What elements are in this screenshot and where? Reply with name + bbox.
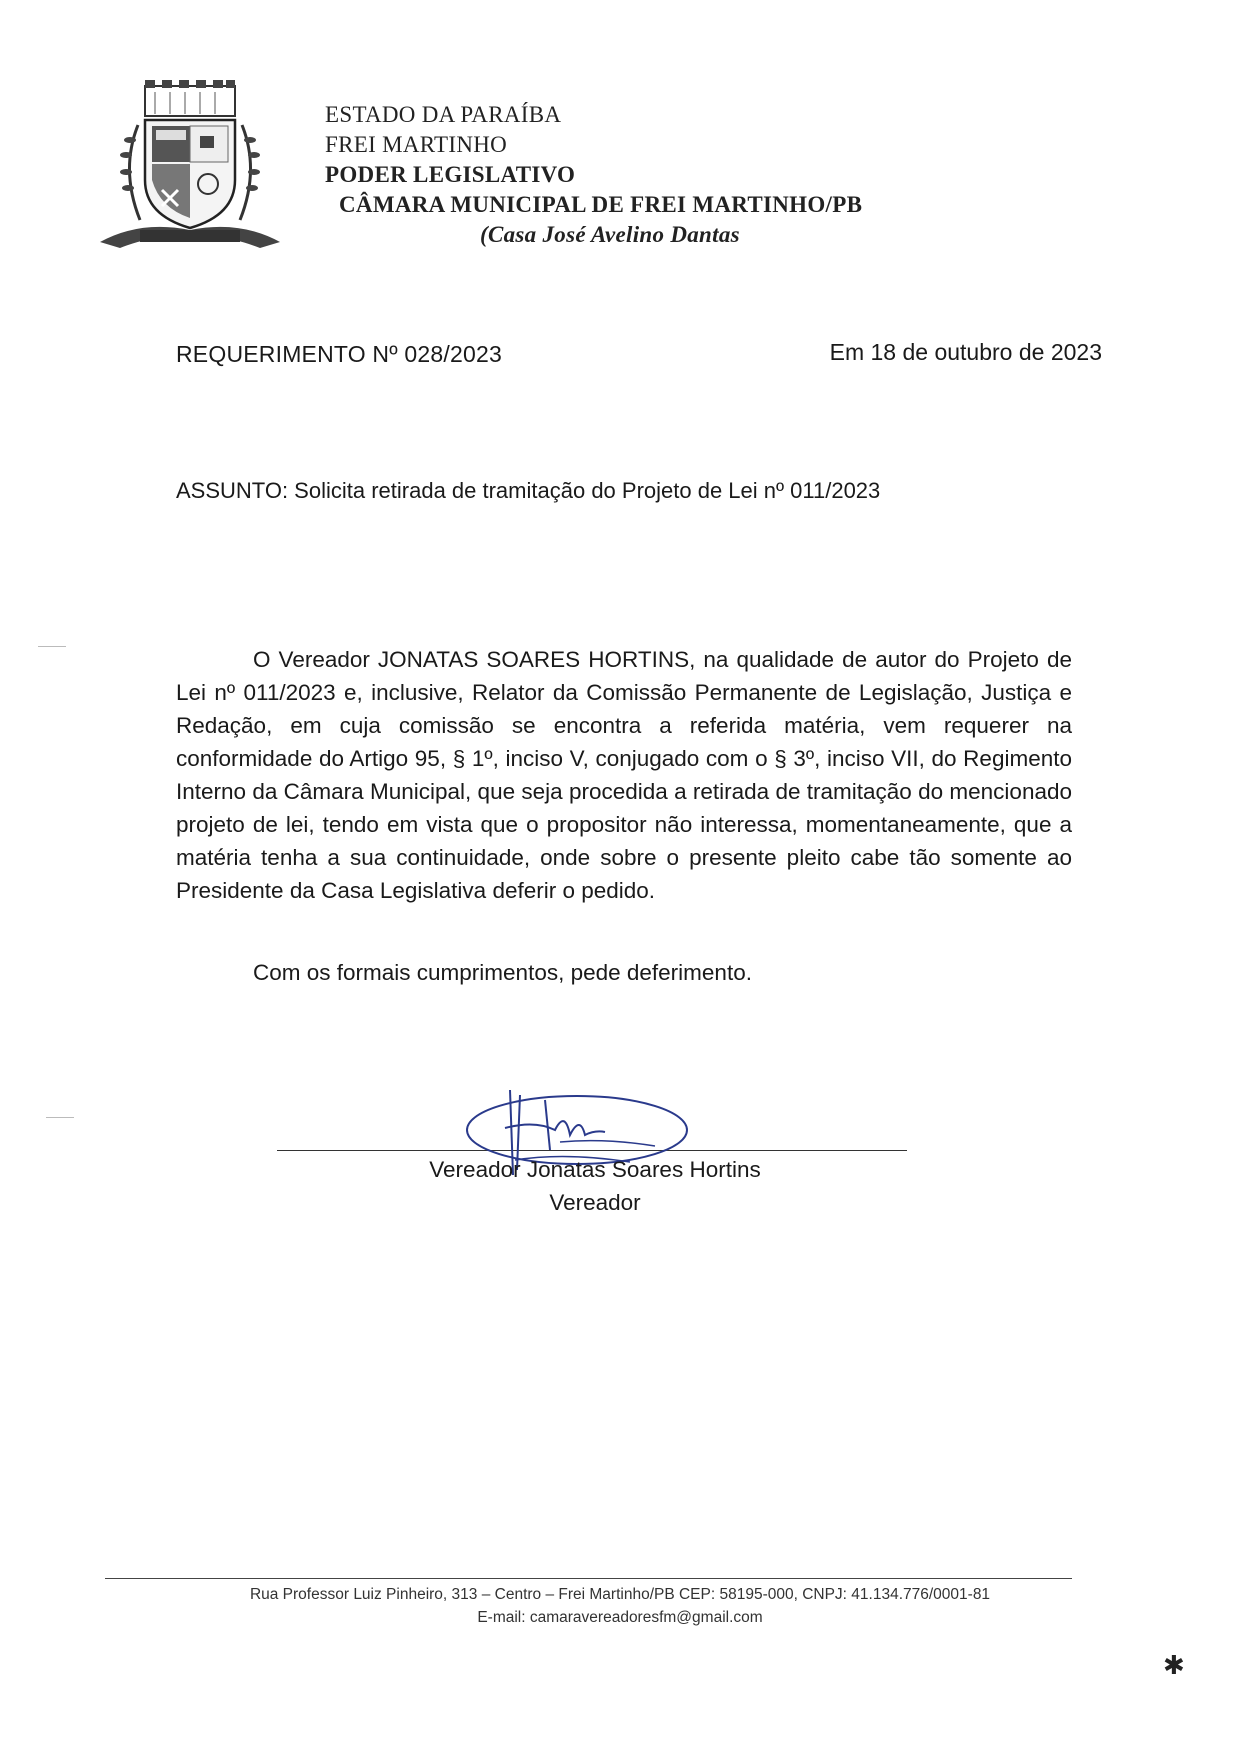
scan-artifact [46,1117,74,1118]
footer-address: Rua Professor Luiz Pinheiro, 313 – Centro – Frei Martinho/PB CEP: 58195-000, CNPJ: 41.134.776/0001-81 [249,1586,991,1603]
chamber-name: CÂMARA MUNICIPAL DE FREI MARTINHO/PB [339,192,863,217]
request-date: Em 18 de outubro de 2023 [829,339,1102,365]
branch-name: PODER LEGISLATIVO [325,162,576,187]
footer-divider [105,1578,1072,1579]
municipal-coat-of-arms-icon [100,80,280,250]
letterhead [325,100,862,250]
house-name: (Casa José Avelino Dantas [480,222,740,247]
scan-mark-icon: ✱ [1163,1650,1185,1680]
city-name: FREI MARTINHO [325,132,508,157]
request-number: REQUERIMENTO Nº 028/2023 [176,341,502,367]
closing-line: Com os formais cumprimentos, pede deferimento. [253,960,752,985]
signatory-name: Vereador Jonatas Soares Hortins [429,1157,761,1182]
signatory-role: Vereador [549,1190,641,1215]
body-paragraph: O Vereador JONATAS SOARES HORTINS, na qualidade de autor do Projeto de Lei nº 011/2023 e, inclusive, Relator da Comissão Permanente de Legislação, Justiça e Redação, em cuja comissão se encontra a referida matéria, vem requerer na conformidade do Artigo 95, § 1º, inciso V, conjugado com o § 3º, inciso VII, do Regimento Interno da Câmara Municipal, que seja procedida a retirada de tramitação do mencionado projeto de lei, tendo em vista que o propositor não interessa, momentaneamente, que a matéria tenha a sua continuidade, onde sobre o presente pleito cabe tão somente ao Presidente da Casa Legislativa deferir o pedido. [176,647,1072,903]
subject-line: ASSUNTO: Solicita retirada de tramitação do Projeto de Lei nº 011/2023 [176,478,881,503]
state-name: ESTADO DA PARAÍBA [325,102,562,127]
footer-email: E-mail: camaravereadoresfm@gmail.com [477,1609,763,1626]
scan-artifact [38,646,66,647]
